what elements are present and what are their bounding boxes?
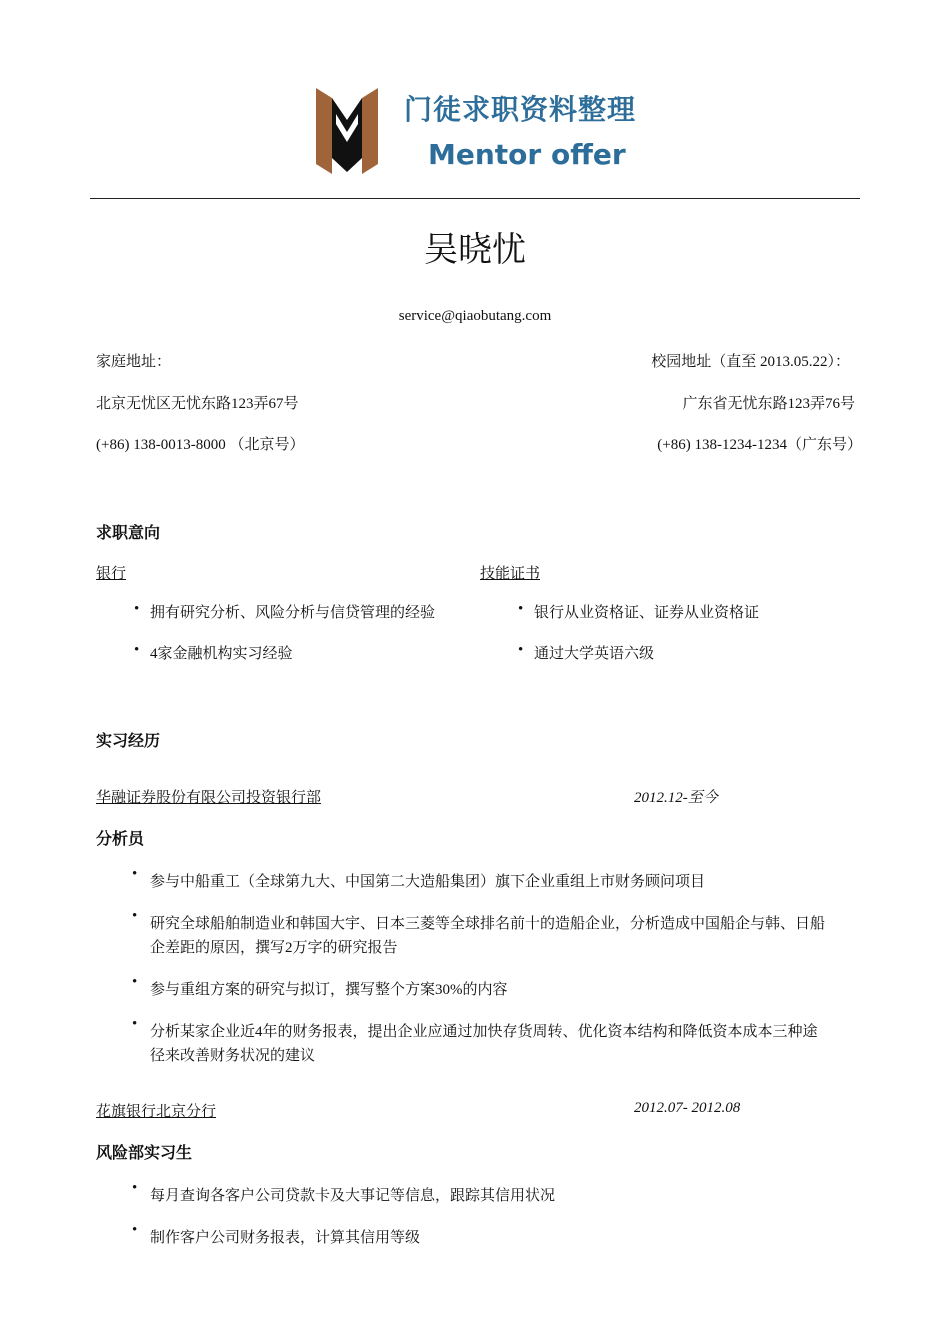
objective-right-heading: 技能证书 — [480, 566, 541, 582]
objective-left-heading: 银行 — [96, 566, 127, 582]
logo-chinese-text: 门徒求职资料整理 — [404, 93, 637, 126]
bullet-icon: • — [132, 908, 138, 924]
home-address: 北京无忧区无忧东路123弄67号 — [96, 396, 299, 412]
job-item: 参与中船重工（全球第九大、中国第二大造船集团）旗下企业重组上市财务顾问项目 — [150, 874, 706, 890]
bullet-icon: • — [132, 866, 138, 882]
bullet-icon: • — [518, 642, 524, 658]
objective-left-item: 拥有研究分析、风险分析与信贷管理的经验 — [150, 605, 436, 621]
job-item: 制作客户公司财务报表，计算其信用等级 — [150, 1230, 421, 1246]
candidate-name: 吴晓忧 — [424, 230, 526, 270]
job-item: 参与重组方案的研究与拟订，撰写整个方案30%的内容 — [150, 982, 508, 998]
job-role: 风险部实习生 — [96, 1143, 193, 1162]
bullet-icon: • — [132, 974, 138, 990]
job-item: 研究全球船舶制造业和韩国大宇、日本三菱等全球排名前十的造船企业，分析造成中国船企与韩、日船 — [150, 916, 826, 932]
campus-phone: (+86) 138-1234-1234（广东号） — [657, 437, 862, 453]
home-phone: (+86) 138-0013-8000 （北京号） — [96, 437, 305, 453]
campus-address-label: 校园地址（直至 2013.05.22）： — [651, 354, 850, 370]
header-logo — [312, 82, 642, 178]
objective-left-item: 4家金融机构实习经验 — [150, 646, 293, 662]
job-item-continued: 企差距的原因，撰写2万字的研究报告 — [150, 940, 398, 956]
bullet-icon: • — [134, 601, 140, 617]
campus-address: 广东省无忧东路123弄76号 — [682, 396, 855, 412]
bullet-icon: • — [132, 1016, 138, 1032]
bullet-icon: • — [518, 601, 524, 617]
job-company: 花旗银行北京分行 — [96, 1104, 217, 1120]
job-item: 分析某家企业近4年的财务报表，提出企业应通过加快存货周转、优化资本结构和降低资本成本三种途 — [150, 1024, 818, 1040]
job-period: 2012.12-至今 — [634, 790, 718, 806]
job-period: 2012.07- 2012.08 — [634, 1100, 741, 1116]
job-role: 分析员 — [96, 829, 145, 848]
objective-right-item: 银行从业资格证、证券从业资格证 — [534, 605, 760, 621]
section-title-objective: 求职意向 — [96, 523, 161, 542]
job-company: 华融证券股份有限公司投资银行部 — [96, 790, 322, 806]
header-divider — [90, 198, 860, 199]
bullet-icon: • — [132, 1222, 138, 1238]
objective-right-item: 通过大学英语六级 — [534, 646, 655, 662]
home-address-label: 家庭地址： — [96, 354, 172, 370]
job-item-continued: 径来改善财务状况的建议 — [150, 1048, 316, 1064]
section-title-internship: 实习经历 — [96, 731, 161, 750]
bullet-icon: • — [132, 1180, 138, 1196]
job-item: 每月查询各客户公司贷款卡及大事记等信息，跟踪其信用状况 — [150, 1188, 556, 1204]
email-address[interactable]: service@qiaobutang.com — [398, 308, 552, 324]
bullet-icon: • — [134, 642, 140, 658]
mentor-logo-mark-icon — [312, 84, 382, 176]
logo-english-text: Mentor offer — [428, 138, 626, 171]
